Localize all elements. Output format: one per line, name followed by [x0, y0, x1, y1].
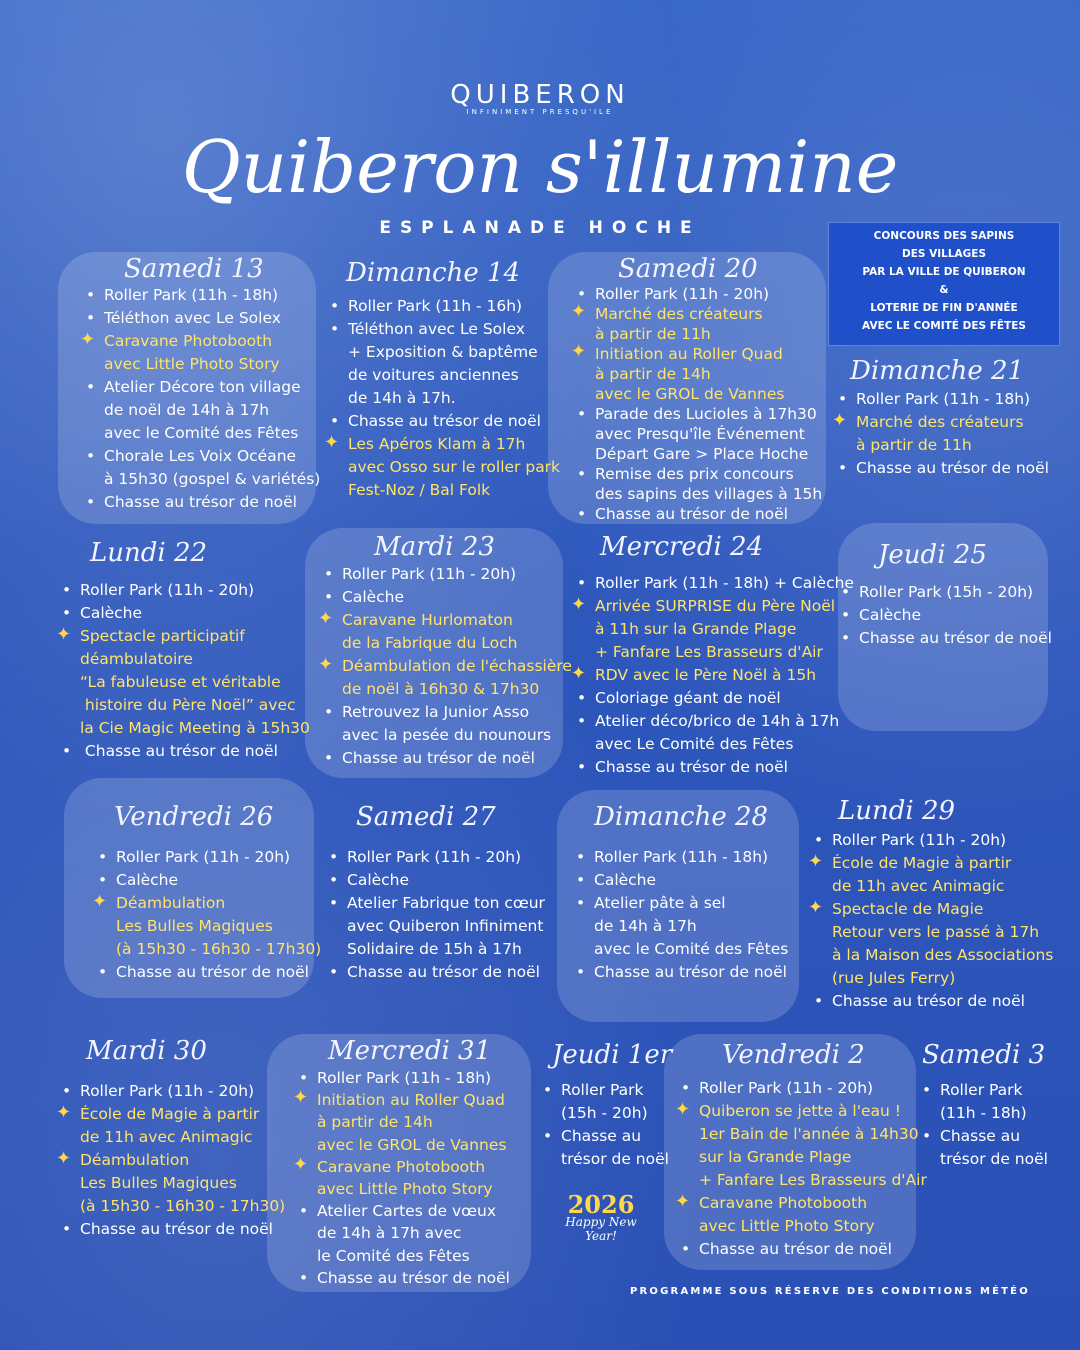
event-item-continuation: + Exposition & baptême	[348, 343, 538, 361]
event-item: • Roller Park (11h - 20h)	[327, 846, 545, 869]
event-item: • Chasse au trésor de noël	[60, 740, 310, 763]
event-item-continuation: (11h - 18h)	[940, 1104, 1027, 1122]
event-list	[322, 563, 572, 770]
event-item: • Roller Park (11h - 18h)	[836, 388, 1049, 411]
event-item: ✦ Déambulation de l'échassière	[322, 655, 572, 678]
logo: QUIBERON	[450, 80, 630, 110]
day-title: Mardi 23	[374, 532, 495, 562]
concours-line: AVEC LE COMITÉ DES FÊTES	[862, 320, 1026, 332]
event-item: • Parade des Lucioles à 17h30	[575, 404, 822, 424]
event-item-continuation: + Fanfare Les Brasseurs d'Air	[699, 1171, 927, 1189]
event-item-continuation: déambulatoire	[80, 650, 193, 668]
event-item: • Atelier pâte à sel	[574, 892, 788, 915]
event-item-continuation: (à 15h30 - 16h30 - 17h30)	[116, 940, 322, 958]
event-item: • Atelier Fabrique ton cœur	[327, 892, 545, 915]
event-item-continuation: avec le Comité des Fêtes	[104, 424, 299, 442]
event-item-continuation: (15h - 20h)	[561, 1104, 648, 1122]
concours-line: DES VILLAGES	[902, 248, 986, 260]
event-list	[541, 1079, 669, 1171]
event-item-continuation: sur la Grande Plage	[699, 1148, 852, 1166]
event-item: • Roller Park (11h - 20h)	[679, 1077, 927, 1100]
event-item-continuation: (rue Jules Ferry)	[832, 969, 956, 987]
event-item-continuation: de noël à 16h30 & 17h30	[342, 680, 540, 698]
day-title: Vendredi 26	[114, 802, 274, 832]
day-title: Mercredi 24	[600, 532, 764, 562]
event-item-continuation: avec le GROL de Vannes	[595, 385, 785, 403]
day-title: Lundi 22	[90, 538, 208, 568]
event-item: ✦ Spectacle de Magie	[812, 898, 1053, 921]
day-title: Samedi 20	[618, 254, 758, 284]
event-item-continuation: des sapins des villages à 15h	[595, 485, 823, 503]
event-item: • Chasse au trésor de noël	[297, 1267, 510, 1289]
event-item-continuation: Fest-Noz / Bal Folk	[348, 481, 491, 499]
day-title: Mercredi 31	[328, 1036, 492, 1066]
event-item: • Téléthon avec Le Solex	[84, 307, 320, 330]
footer-note: PROGRAMME SOUS RÉSERVE DES CONDITIONS MÉTÉO	[630, 1286, 1030, 1297]
new-year-badge	[548, 1190, 654, 1243]
event-item: ✦ RDV avec le Père Noël à 15h	[575, 664, 854, 687]
event-item: ✦ Marché des créateurs	[836, 411, 1049, 434]
event-item: ✦ Les Apéros Klam à 17h	[328, 433, 560, 456]
event-list	[679, 1077, 927, 1261]
event-item-continuation: avec la pesée du nounours	[342, 726, 552, 744]
event-item-continuation: trésor de noël	[940, 1150, 1048, 1168]
logo-tagline: INFINIMENT PRESQU'ILE	[466, 108, 614, 116]
event-item-continuation: la Cie Magic Meeting à 15h30	[80, 719, 310, 737]
event-item: ✦ École de Magie à partir	[60, 1103, 285, 1126]
event-item: ✦ Caravane Photobooth	[679, 1192, 927, 1215]
concours-line: &	[939, 284, 949, 296]
event-item: • Atelier déco/brico de 14h à 17h	[575, 710, 854, 733]
event-item-continuation: Les Bulles Magiques	[80, 1174, 237, 1192]
event-item: • Chasse au trésor de noël	[812, 990, 1053, 1013]
event-item-continuation: Les Bulles Magiques	[116, 917, 273, 935]
event-item: ✦ Initiation au Roller Quad	[575, 344, 822, 364]
event-item: • Roller Park (11h - 20h)	[96, 846, 321, 869]
event-item: • Roller Park (15h - 20h)	[839, 581, 1052, 604]
event-item: • Roller Park (11h - 20h)	[812, 829, 1053, 852]
event-item: • Calèche	[60, 602, 310, 625]
day-title: Mardi 30	[86, 1036, 207, 1066]
event-item-continuation: de 14h à 17h	[594, 917, 697, 935]
event-item-continuation: avec Little Photo Story	[104, 355, 280, 373]
event-item-continuation: à partir de 11h	[856, 436, 972, 454]
event-item: ✦ Marché des créateurs	[575, 304, 822, 324]
concours-line: LOTERIE DE FIN D'ANNÉE	[870, 302, 1018, 314]
event-item: • Chasse au trésor de noël	[575, 504, 822, 524]
event-list	[328, 295, 560, 502]
event-item: • Chasse au trésor de noël	[96, 961, 321, 984]
event-item-continuation: Départ Gare > Place Hoche	[595, 445, 809, 463]
day-title: Samedi 27	[356, 802, 496, 832]
new-year-year: 2026	[567, 1190, 635, 1219]
page-title: Quiberon s'illumine	[181, 125, 899, 209]
event-item: • Roller Park (11h - 18h)	[574, 846, 788, 869]
event-list	[575, 284, 822, 524]
event-item: ✦ Caravane Hurlomaton	[322, 609, 572, 632]
event-item: • Chasse au	[920, 1125, 1048, 1148]
event-item: • Roller Park (11h - 20h)	[575, 284, 822, 304]
event-item: • Chasse au	[541, 1125, 669, 1148]
event-list	[60, 579, 310, 763]
day-title: Dimanche 28	[594, 802, 769, 832]
day-title: Samedi 3	[922, 1040, 1046, 1070]
event-item: • Calèche	[574, 869, 788, 892]
event-item: • Chasse au trésor de noël	[679, 1238, 927, 1261]
event-list	[575, 572, 854, 779]
event-item: • Calèche	[96, 869, 321, 892]
event-item: • Chasse au trésor de noël	[60, 1218, 285, 1241]
event-item-continuation: avec le GROL de Vannes	[317, 1135, 507, 1154]
event-list	[84, 284, 320, 514]
event-list	[812, 829, 1053, 1013]
event-item-continuation: de voitures anciennes	[348, 366, 519, 384]
event-list	[327, 846, 545, 984]
event-item-continuation: de 11h avec Animagic	[80, 1128, 253, 1146]
event-item: • Roller Park (11h - 18h) + Calèche	[575, 572, 854, 595]
event-item: • Roller Park (11h - 20h)	[322, 563, 572, 586]
event-item: • Remise des prix concours	[575, 464, 822, 484]
event-item: ✦ Déambulation	[96, 892, 321, 915]
day-title: Samedi 13	[124, 254, 264, 284]
event-item-continuation: avec Little Photo Story	[699, 1217, 875, 1235]
event-item: • Calèche	[322, 586, 572, 609]
event-item-continuation: de 11h avec Animagic	[832, 877, 1005, 895]
event-item: • Roller Park (11h - 18h)	[84, 284, 320, 307]
event-item: • Calèche	[327, 869, 545, 892]
event-item-continuation: de 14h à 17h.	[348, 389, 456, 407]
event-item-continuation: Solidaire de 15h à 17h	[347, 940, 522, 958]
event-item: ✦ Quiberon se jette à l'eau !	[679, 1100, 927, 1123]
event-item: • Chasse au trésor de noël	[575, 756, 854, 779]
event-item-continuation: avec Le Comité des Fêtes	[595, 735, 794, 753]
event-item-continuation: (à 15h30 - 16h30 - 17h30)	[80, 1197, 286, 1215]
event-item-continuation: + Fanfare Les Brasseurs d'Air	[595, 643, 823, 661]
concours-line: CONCOURS DES SAPINS	[873, 230, 1015, 242]
event-item: • Roller Park	[541, 1079, 669, 1102]
event-item: ✦ Déambulation	[60, 1149, 285, 1172]
event-item: • Chasse au trésor de noël	[322, 747, 572, 770]
event-item-continuation: avec Presqu'île Événement	[595, 425, 805, 443]
event-item: • Chasse au trésor de noël	[328, 410, 560, 433]
event-item: • Roller Park (11h - 18h)	[297, 1067, 510, 1089]
event-item: • Roller Park	[920, 1079, 1048, 1102]
event-item: • Retrouvez la Junior Asso	[322, 701, 572, 724]
event-item: ✦ Caravane Photobooth	[84, 330, 320, 353]
event-item: • Coloriage géant de noël	[575, 687, 854, 710]
page-subtitle: ESPLANADE HOCHE	[379, 218, 701, 238]
event-item: ✦ École de Magie à partir	[812, 852, 1053, 875]
event-item-continuation: à la Maison des Associations	[832, 946, 1054, 964]
day-title: Jeudi 1er	[552, 1040, 673, 1070]
event-item: • Roller Park (11h - 20h)	[60, 1080, 285, 1103]
event-item: • Roller Park (11h - 16h)	[328, 295, 560, 318]
event-item: • Chasse au trésor de noël	[836, 457, 1049, 480]
event-item: • Chasse au trésor de noël	[84, 491, 320, 514]
event-item-continuation: le Comité des Fêtes	[317, 1246, 470, 1265]
event-list	[839, 581, 1052, 650]
event-list	[836, 388, 1049, 480]
event-list	[574, 846, 788, 984]
event-item-continuation: avec Quiberon Infiniment	[347, 917, 544, 935]
event-item-continuation: avec le Comité des Fêtes	[594, 940, 789, 958]
event-item: • Téléthon avec Le Solex	[328, 318, 560, 341]
event-item: • Chasse au trésor de noël	[574, 961, 788, 984]
event-item-continuation: à partir de 14h	[317, 1113, 433, 1132]
event-item-continuation: à partir de 14h	[595, 365, 711, 383]
event-item-continuation: avec Little Photo Story	[317, 1180, 493, 1199]
new-year-text: Happy New Year!	[565, 1215, 637, 1243]
event-item-continuation: à 15h30 (gospel & variétés)	[104, 470, 321, 488]
day-title: Dimanche 21	[850, 356, 1025, 386]
event-item: • Chasse au trésor de noël	[327, 961, 545, 984]
event-item: ✦ Caravane Photobooth	[297, 1156, 510, 1178]
event-item-continuation: de la Fabrique du Loch	[342, 634, 518, 652]
concours-line: PAR LA VILLE DE QUIBERON	[862, 266, 1026, 278]
event-item-continuation: histoire du Père Noël” avec	[80, 696, 296, 714]
event-item: ✦ Spectacle participatif	[60, 625, 310, 648]
event-item: • Atelier Décore ton village	[84, 376, 320, 399]
event-item: • Atelier Cartes de vœux	[297, 1200, 510, 1222]
day-title: Lundi 29	[838, 796, 956, 826]
event-item-continuation: de noël de 14h à 17h	[104, 401, 270, 419]
event-item-continuation: à partir de 11h	[595, 325, 711, 343]
day-title: Jeudi 25	[878, 540, 987, 570]
event-item-continuation: 1er Bain de l'année à 14h30	[699, 1125, 919, 1143]
event-item-continuation: “La fabuleuse et véritable	[80, 673, 281, 691]
event-list	[920, 1079, 1048, 1171]
event-list	[60, 1080, 285, 1241]
event-item: • Calèche	[839, 604, 1052, 627]
event-item-continuation: de 14h à 17h avec	[317, 1224, 462, 1243]
day-title: Dimanche 14	[346, 258, 521, 288]
event-item-continuation: Retour vers le passé à 17h	[832, 923, 1040, 941]
event-list	[297, 1067, 510, 1289]
concours-box	[828, 222, 1060, 346]
event-item: • Chorale Les Voix Océane	[84, 445, 320, 468]
day-title: Vendredi 2	[722, 1040, 865, 1070]
event-list	[96, 846, 321, 984]
event-item: • Chasse au trésor de noël	[839, 627, 1052, 650]
event-item-continuation: trésor de noël	[561, 1150, 669, 1168]
event-item-continuation: avec Osso sur le roller park	[348, 458, 561, 476]
event-item: ✦ Arrivée SURPRISE du Père Noël	[575, 595, 854, 618]
event-item-continuation: à 11h sur la Grande Plage	[595, 620, 797, 638]
event-item: • Roller Park (11h - 20h)	[60, 579, 310, 602]
event-item: ✦ Initiation au Roller Quad	[297, 1089, 510, 1111]
